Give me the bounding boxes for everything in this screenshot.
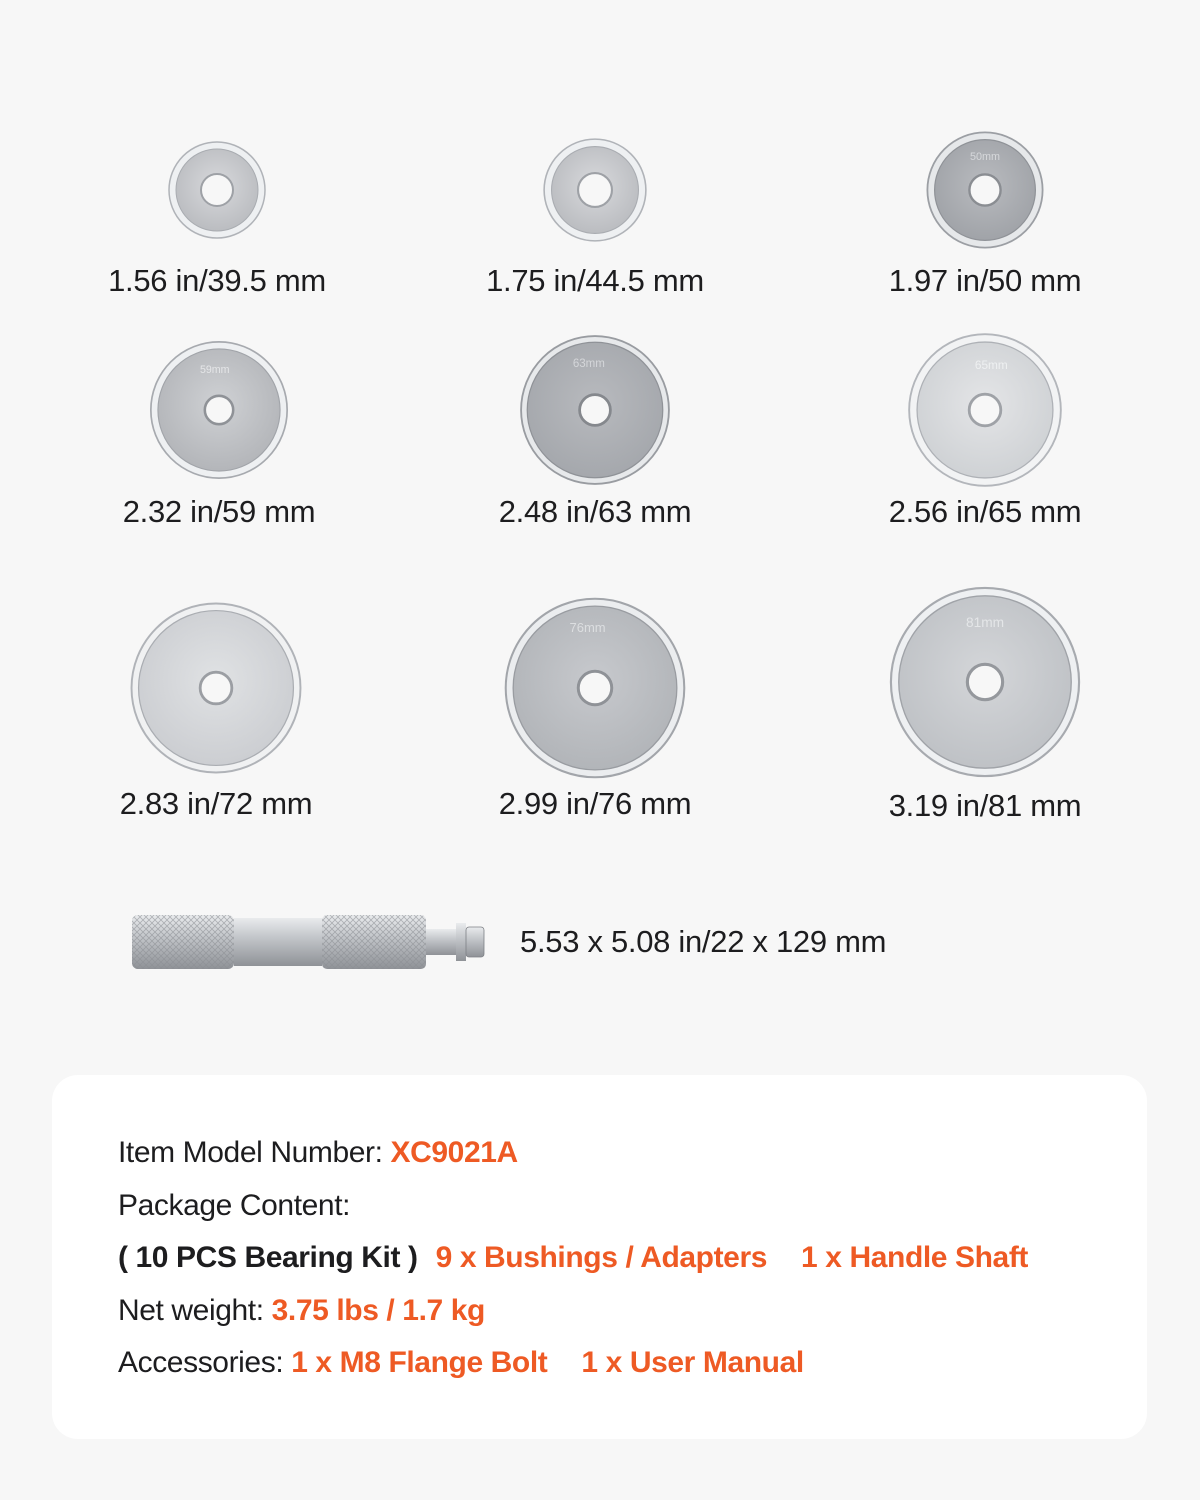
disc-image <box>148 330 290 490</box>
accessories-line <box>118 1337 1028 1390</box>
model-value: XC9021A <box>390 1136 518 1169</box>
disc-image <box>542 125 648 255</box>
disc-size-label: 2.56 in/65 mm <box>888 494 1082 529</box>
model-label: Item Model Number: <box>118 1136 383 1169</box>
disc-engraving: 76mm <box>569 620 606 636</box>
disc-item <box>495 330 695 530</box>
bushing-disc-icon <box>502 595 688 781</box>
disc-size-label: 2.99 in/76 mm <box>498 786 692 821</box>
disc-engraving: 59mm <box>199 364 230 377</box>
weight-line <box>118 1285 1028 1338</box>
disc-image <box>502 598 688 778</box>
handle-shaft-row <box>128 905 886 979</box>
package-line <box>118 1180 1028 1233</box>
handle-shaft-icon <box>128 905 490 979</box>
kit-line <box>118 1232 1028 1285</box>
disc-image <box>906 330 1064 490</box>
bushing-disc-icon <box>542 137 648 243</box>
disc-item <box>116 598 316 822</box>
bushing-disc-icon <box>148 339 290 481</box>
bushings-value: 9 x Bushings / Adapters <box>435 1241 768 1274</box>
disc-engraving: 81mm <box>965 614 1005 630</box>
bushing-disc-icon <box>128 600 304 776</box>
disc-size-label: 2.83 in/72 mm <box>119 786 313 821</box>
disc-size-label: 2.32 in/59 mm <box>122 494 316 529</box>
accessories-label: Accessories: <box>118 1346 284 1379</box>
package-label: Package Content: <box>118 1188 351 1222</box>
disc-image <box>925 125 1045 255</box>
handle-shaft-value: 1 x Handle Shaft <box>801 1241 1029 1274</box>
bolt-value: 1 x M8 Flange Bolt <box>291 1346 548 1379</box>
info-card <box>52 1075 1147 1439</box>
disc-size-label: 1.56 in/39.5 mm <box>108 263 326 298</box>
disc-item <box>885 330 1085 530</box>
bushing-disc-icon <box>167 140 267 240</box>
disc-image <box>518 330 672 490</box>
model-line <box>118 1127 1028 1180</box>
manual-value: 1 x User Manual <box>581 1346 804 1379</box>
disc-size-label: 2.48 in/63 mm <box>498 494 692 529</box>
weight-value: 3.75 lbs / 1.7 kg <box>271 1293 485 1327</box>
bushing-disc-icon <box>906 331 1064 489</box>
info-lines <box>118 1127 1028 1390</box>
disc-item <box>119 330 319 530</box>
bushing-disc-icon <box>925 130 1045 250</box>
disc-image <box>167 125 267 255</box>
disc-item <box>885 585 1085 824</box>
handle-size-label: 5.53 x 5.08 in/22 x 129 mm <box>520 924 887 959</box>
disc-image <box>128 598 304 778</box>
weight-label: Net weight: <box>118 1293 264 1327</box>
disc-item <box>486 125 704 299</box>
disc-engraving: 50mm <box>970 151 1000 163</box>
disc-engraving: 63mm <box>572 357 605 370</box>
disc-item <box>108 125 326 299</box>
disc-size-label: 1.97 in/50 mm <box>888 263 1082 298</box>
disc-item <box>885 125 1085 299</box>
bushing-disc-icon <box>518 333 672 487</box>
disc-engraving: 65mm <box>974 357 1008 372</box>
disc-size-label: 1.75 in/44.5 mm <box>486 263 704 298</box>
disc-image <box>887 585 1083 778</box>
disc-item <box>495 598 695 822</box>
disc-size-label: 3.19 in/81 mm <box>888 788 1082 823</box>
kit-label: ( 10 PCS Bearing Kit ) <box>118 1241 418 1274</box>
bushing-disc-icon <box>887 584 1083 780</box>
